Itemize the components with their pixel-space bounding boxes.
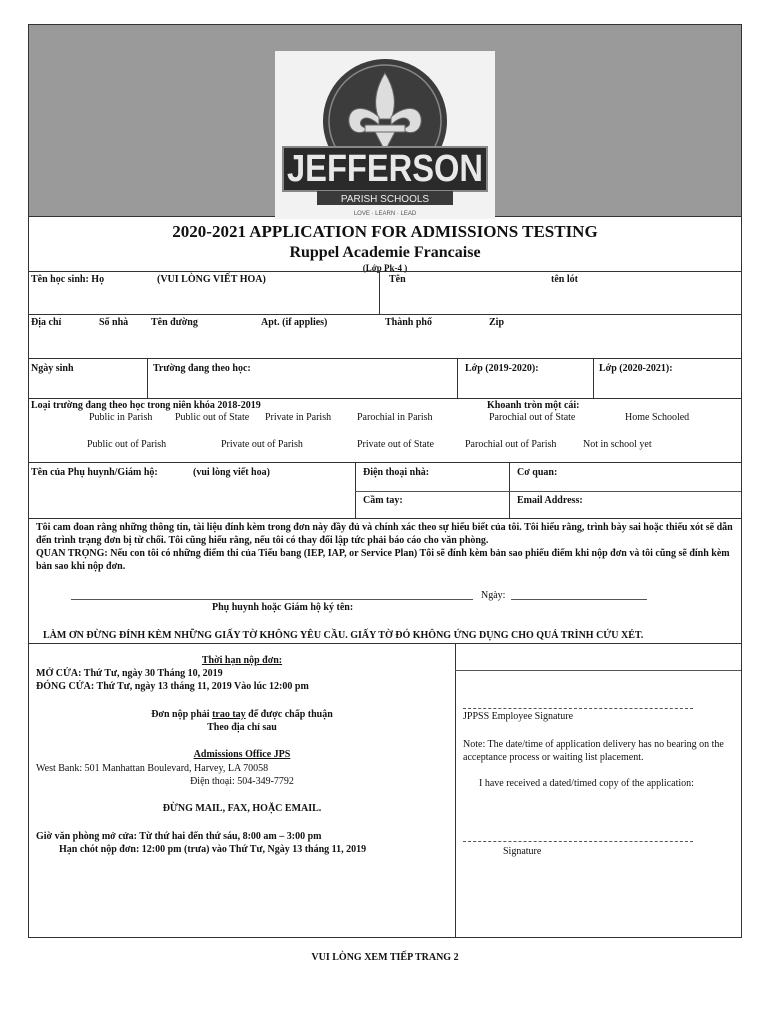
option-parochial-in-parish[interactable]: Parochial in Parish — [357, 412, 433, 423]
divider — [29, 358, 741, 359]
divider — [29, 271, 741, 272]
option-parochial-out-of-state[interactable]: Parochial out of State — [489, 412, 576, 423]
date-line[interactable] — [511, 599, 647, 600]
close-date: ĐÓNG CỬA: Thứ Tư, ngày 13 tháng 11, 2019 Vào lúc 12:00 pm — [36, 681, 309, 692]
option-home-schooled[interactable]: Home Schooled — [625, 412, 690, 423]
middle-name-label[interactable]: tên lót — [551, 274, 578, 285]
address-label: Địa chỉ — [31, 317, 62, 328]
page-footer: VUI LÒNG XEM TIẾP TRANG 2 — [311, 952, 459, 963]
received-copy-label: I have received a dated/timed copy of the application: — [479, 778, 694, 789]
apt-label: Apt. (if applies) — [261, 317, 328, 328]
submission-rule-pre: Đơn nộp phải — [151, 709, 213, 720]
divider — [29, 462, 741, 463]
option-private-out-of-parish[interactable]: Private out of Parish — [221, 439, 303, 450]
circle-one-label: Khoanh tròn một cái: — [487, 400, 580, 411]
divider — [29, 314, 741, 315]
divider — [457, 358, 458, 398]
option-private-in-parish[interactable]: Private in Parish — [265, 412, 332, 423]
receipt-signature-label: Signature — [503, 846, 542, 857]
date-label: Ngày: — [481, 590, 506, 601]
submission-rule-post: để được chấp thuận — [245, 709, 333, 720]
employee-signature-label: JPPSS Employee Signature — [463, 711, 574, 722]
employee-signature-line[interactable] — [463, 708, 693, 709]
notice-text: LÀM ƠN ĐỪNG ĐÍNH KÈM NHỮNG GIẤY TỜ KHÔNG YÊU CẦU. GIẤY TỜ ĐÓ KHÔNG ỨNG DỤNG CHO QUÁ TRÌNH CỨU XÉT. — [43, 630, 644, 641]
zip-label: Zip — [489, 317, 505, 328]
divider — [29, 643, 741, 644]
office-hours: Giờ văn phòng mở cửa: Từ thứ hai đến thứ sáu, 8:00 am – 3:00 pm — [36, 831, 322, 842]
divider — [355, 462, 356, 518]
option-public-out-of-parish[interactable]: Public out of Parish — [87, 439, 167, 450]
parent-signature-line[interactable] — [71, 599, 473, 600]
certification-text: Tôi cam đoan rằng những thông tin, tài liệu đính kèm trong đơn này đầy đủ và chính xác theo sự hiểu biết của tôi. Tôi hiểu rằng, trình bày sai hoặc thiếu xót sẽ dẫn đến trình trạng đơn bị từ chối. Tôi cũng hiểu rằng, nếu tôi có thay đổi lập tức phải báo cáo cho văn phòng. — [36, 522, 733, 546]
final-deadline: Hạn chót nộp đơn: 12:00 pm (trưa) vào Thứ Tư, Ngày 13 tháng 11, 2019 — [59, 844, 367, 855]
open-date: MỞ CỬA: Thứ Tư, ngày 30 Tháng 10, 2019 — [36, 668, 223, 679]
form-title: 2020-2021 APPLICATION FOR ADMISSIONS TESTING — [172, 222, 598, 241]
title-block — [29, 219, 741, 273]
cell-phone-label: Cầm tay: — [363, 495, 403, 506]
divider — [455, 643, 456, 937]
per-address-label: Theo địa chỉ sau — [207, 722, 277, 733]
important-note: QUAN TRỌNG: Nếu con tôi có những điểm thi của Tiểu bang (IEP, IAP, or Service Plan) Tôi sẽ đính kèm bản sao phiếu điểm khi nộp đơn và tôi cũng sẽ đính kèm bản sao khi nộp đơn. — [36, 548, 730, 572]
option-not-in-school-yet[interactable]: Not in school yet — [583, 439, 652, 450]
school-type-label: Loại trường đang theo học trong niên khóa 2018-2019 — [31, 400, 261, 411]
divider — [379, 271, 380, 314]
first-name-label: Tên — [389, 274, 406, 285]
office-address: West Bank: 501 Manhattan Boulevard, Harvey, LA 70058 — [36, 763, 269, 774]
no-mail-note: ĐỪNG MAIL, FAX, HOẶC EMAIL. — [162, 803, 322, 814]
divider — [593, 358, 594, 398]
logo-tagline: LOVE · LEARN · LEAD — [353, 211, 417, 217]
application-form — [28, 24, 742, 938]
submission-rule — [29, 709, 455, 720]
grade-2019-label: Lớp (2019-2020): — [465, 363, 539, 374]
option-parochial-out-of-parish[interactable]: Parochial out of Parish — [465, 439, 557, 450]
jefferson-parish-schools-logo — [275, 51, 495, 219]
option-private-out-of-state[interactable]: Private out of State — [357, 439, 434, 450]
office-phone: Điện thoại: 504-349-7792 — [190, 776, 294, 787]
current-school-label: Trường đang theo học: — [153, 363, 251, 374]
option-public-in-parish[interactable]: Public in Parish — [89, 412, 153, 423]
grade-2020-label: Lớp (2020-2021): — [599, 363, 673, 374]
school-name: Ruppel Academie Francaise — [289, 244, 481, 261]
divider — [147, 358, 148, 398]
delivery-note: Note: The date/time of application delivery has no bearing on the acceptance process or waiting list placement. — [463, 739, 724, 763]
work-phone-label: Cơ quan: — [517, 467, 558, 478]
divider — [29, 518, 741, 519]
caps-note: (VUI LÒNG VIẾT HOA) — [157, 274, 266, 285]
divider — [355, 491, 741, 492]
receipt-signature-line[interactable] — [463, 841, 693, 842]
divider — [29, 398, 741, 399]
divider — [509, 462, 510, 518]
parent-signature-label: Phụ huynh hoặc Giám hộ ký tên: — [212, 602, 354, 613]
dob-label: Ngày sinh — [31, 363, 74, 374]
logo-line2: PARISH SCHOOLS — [340, 194, 430, 205]
house-number-label: Số nhà — [99, 317, 129, 328]
city-label: Thành phố — [385, 317, 432, 328]
last-name-label: Tên học sinh: Họ — [31, 274, 105, 285]
divider — [455, 670, 741, 671]
home-phone-label: Điện thoại nhà: — [363, 467, 430, 478]
header-banner — [29, 25, 741, 217]
submission-rule-emphasis: trao tay — [212, 709, 246, 720]
guardian-name-label: Tên của Phụ huynh/Giám hộ: — [31, 467, 158, 478]
logo-name: JEFFERSON — [287, 148, 483, 190]
street-label: Tên đường — [151, 317, 198, 328]
guardian-caps-note: (vui lòng viết hoa) — [193, 467, 270, 478]
deadline-heading: Thời hạn nộp đơn: — [201, 655, 283, 666]
grade-range: (Lớp Pk-4 ) — [362, 263, 408, 273]
office-name: Admissions Office JPS — [193, 749, 291, 760]
email-label: Email Address: — [517, 495, 583, 506]
option-public-out-of-state[interactable]: Public out of State — [175, 412, 250, 423]
